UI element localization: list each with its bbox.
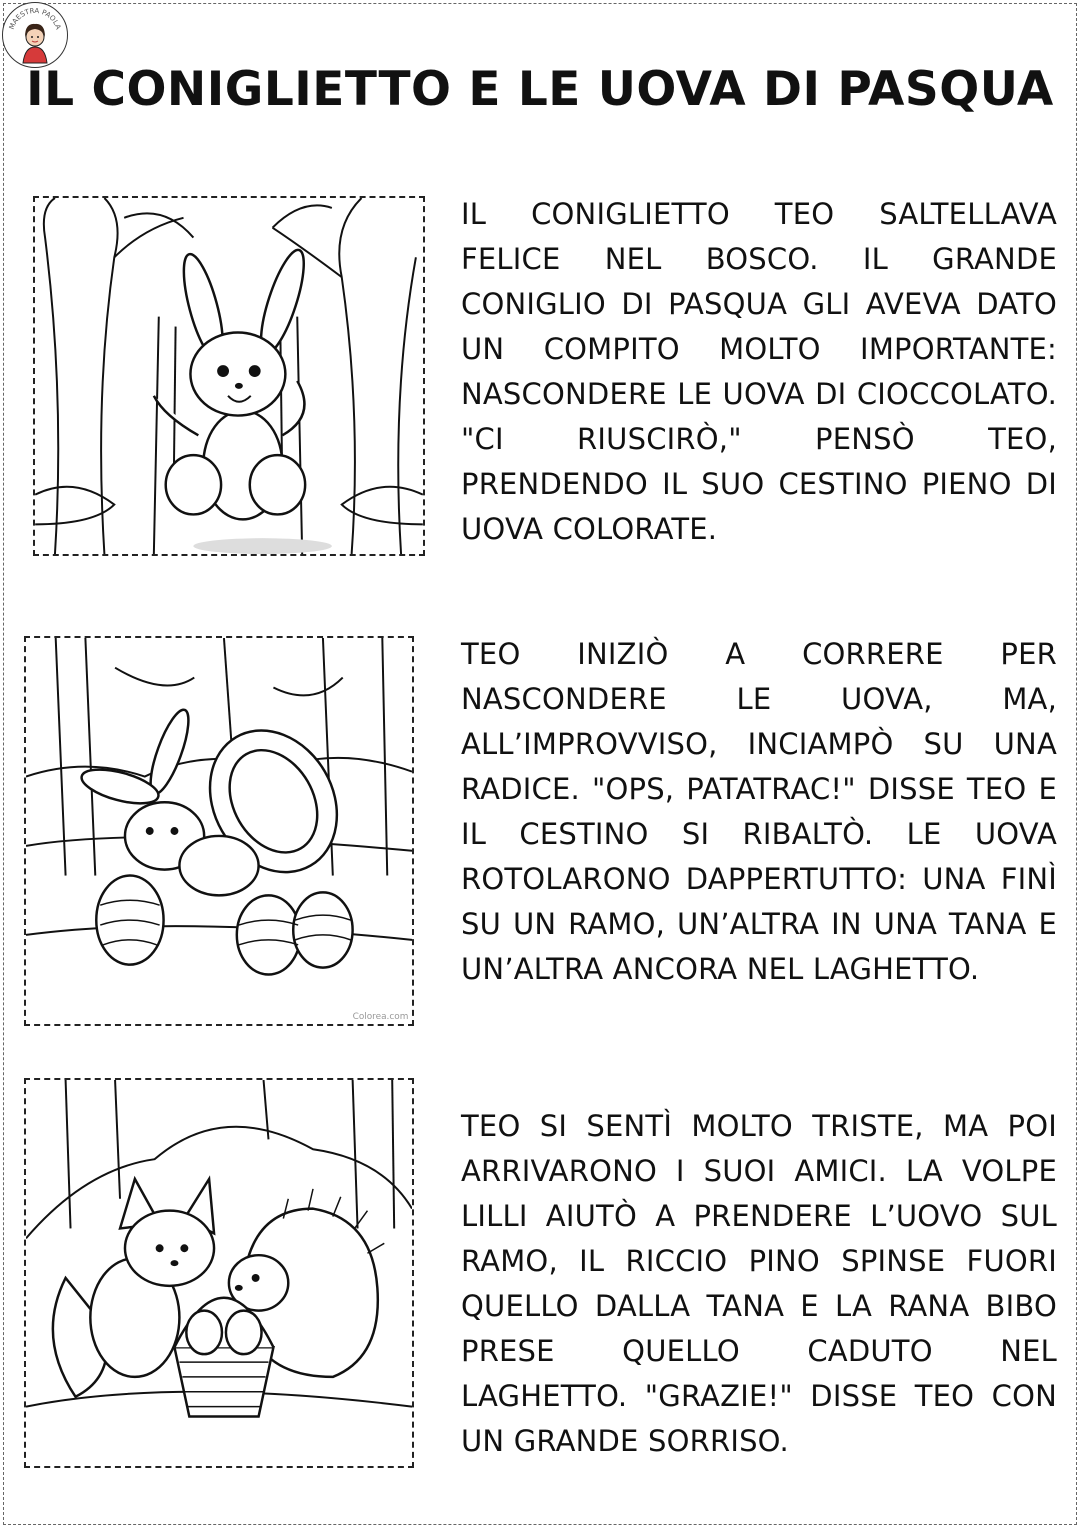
illustration-panel-3 [24,1078,414,1468]
svg-text:Colorea.com: Colorea.com [352,1012,409,1023]
story-paragraph-3: TEO SI SENTÌ MOLTO TRISTE, MA POI ARRIVARONO I SUOI AMICI. LA VOLPE LILLI AIUTÒ A PRENDERE L’UOVO SUL RAMO, IL RICCIO PINO SPINSE FUORI QUELLO DALLA TANA E LA RANA BIBO PRESE QUELLO CADUTO NEL LAGHETTO. "GRAZIE!" DISSE TEO CON UN GRANDE SORRISO. [461,1109,1057,1458]
illustration-panel-2 [24,636,414,1026]
bunny-tipped-basket-icon [26,638,412,1024]
fox-and-hedgehog-basket-icon [26,1080,412,1466]
svg-text:MAESTRA PAOLA: MAESTRA PAOLA [7,6,63,31]
bunny-in-forest-icon [35,198,423,554]
story-paragraph-1: IL CONIGLIETTO TEO SALTELLAVA FELICE NEL BOSCO. IL GRANDE CONIGLIO DI PASQUA GLI AVEVA DATO UN COMPITO MOLTO IMPORTANTE: NASCONDERE LE UOVA DI CIOCCOLATO. "CI RIUSCIRÒ," PENSÒ TEO, PRENDENDO IL SUO CESTINO PIENO DI UOVA COLORATE. [461,197,1057,546]
illustration-panel-1 [33,196,425,556]
maestra-paola-logo [2,2,68,68]
page-title: IL CONIGLIETTO E LE UOVA DI PASQUA [26,62,1054,117]
story-paragraph-2: TEO INIZIÒ A CORRERE PER NASCONDERE LE UOVA, MA, ALL’IMPROVVISO, INCIAMPÒ SU UNA RADICE. "OPS, PATATRAC!" DISSE TEO E IL CESTINO SI RIBALTÒ. LE UOVA ROTOLARONO DAPPERTUTTO: UNA FINÌ SU UN RAMO, UN’ALTRA IN UNA TANA E UN’ALTRA ANCORA NEL LAGHETTO. [461,637,1057,986]
